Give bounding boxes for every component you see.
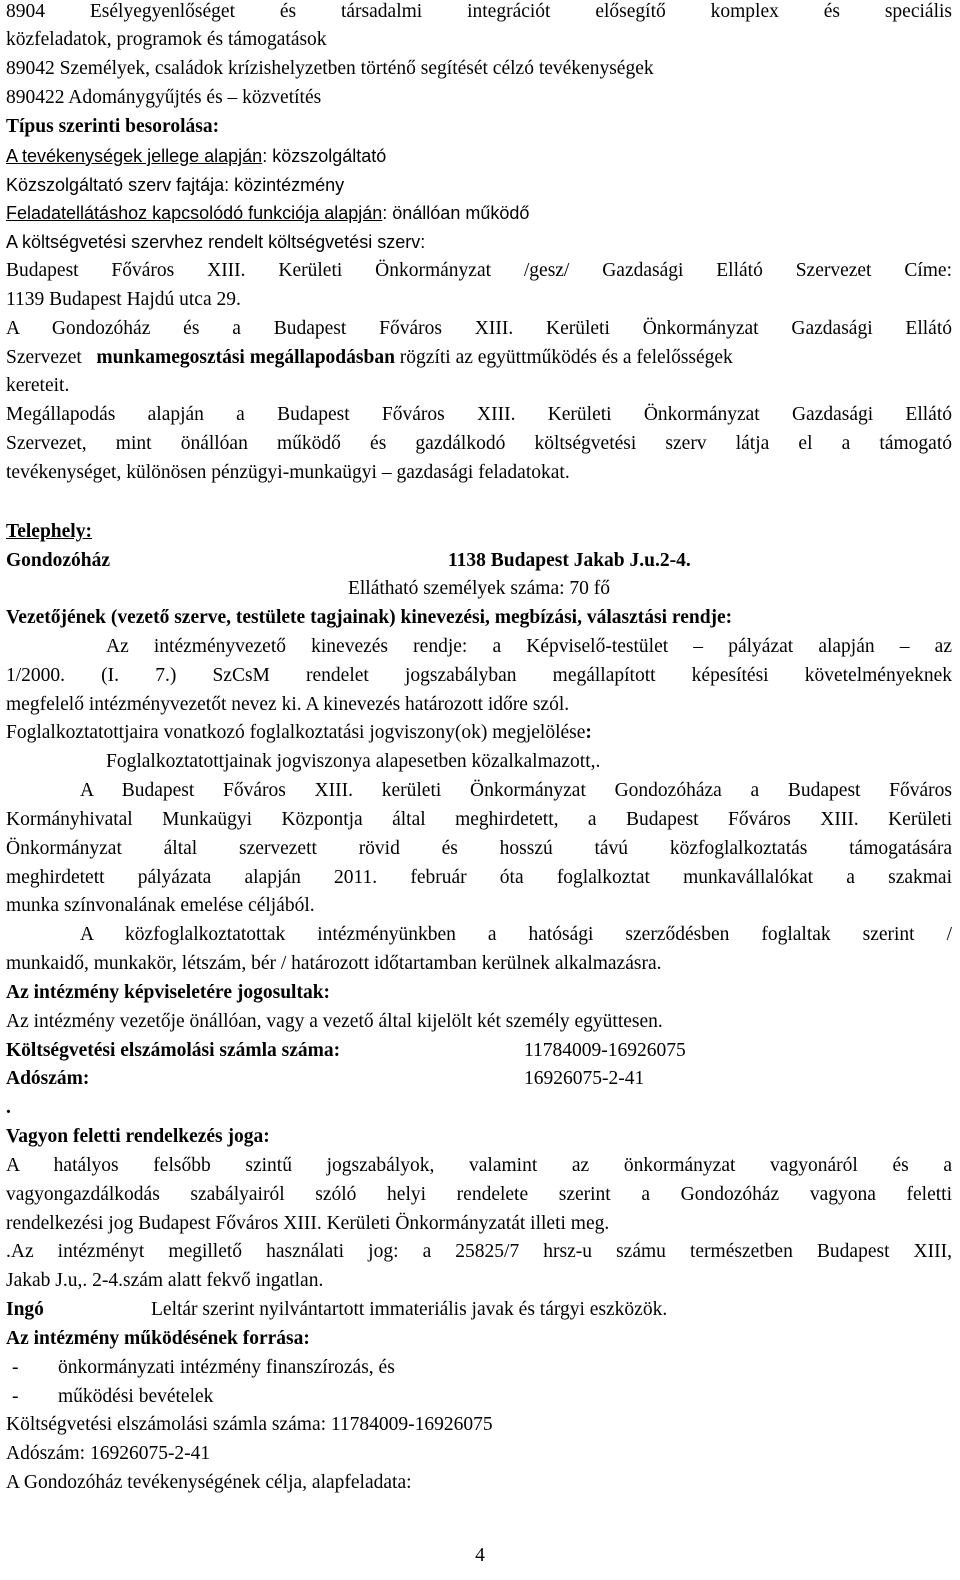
- text-line: tevékenységet, különösen pénzügyi-munkaügyi – gazdasági feladatokat.: [6, 462, 570, 483]
- text-line: 890422 Adománygyűjtés és – közvetítés: [6, 87, 322, 108]
- text-line: Megállapodás alapján a Budapest Főváros XIII. Kerületi Önkormányzat Gazdasági Ellátó: [6, 404, 952, 425]
- text-line: Feladatellátáshoz kapcsolódó funkciója alapján: önállóan működő: [6, 203, 530, 223]
- text-line: Gondozóház 1138 Budapest Jakab J.u.2-4.: [6, 550, 691, 571]
- text-line: Budapest Főváros XIII. Kerületi Önkormányzat /gesz/ Gazdasági Ellátó Szervezet Címe:: [6, 260, 952, 281]
- section-heading: Vagyon feletti rendelkezés joga:: [6, 1126, 270, 1147]
- text-line: A tevékenységek jellege alapján: közszolgáltató: [6, 146, 387, 166]
- text-line: Ingó Leltár szerint nyilvántartott immateriális javak és tárgyi eszközök.: [6, 1299, 668, 1320]
- text-line: A Gondozóház tevékenységének célja, alapfeladata:: [6, 1472, 412, 1493]
- section-heading: Telephely:: [6, 521, 92, 542]
- list-item: - önkormányzati intézmény finanszírozás, és: [12, 1357, 395, 1378]
- section-heading: Az intézmény működésének forrása:: [6, 1328, 310, 1349]
- underlined-label: A tevékenységek jellege alapján: [6, 146, 263, 166]
- text-line: 89042 Személyek, családok krízishelyzetben történő segítését célzó tevékenységek: [6, 58, 654, 79]
- bold-phrase: munkamegosztási megállapodásban: [96, 347, 395, 368]
- text-line: 1139 Budapest Hajdú utca 29.: [6, 289, 241, 310]
- section-heading: Vezetőjének (vezető szerve, testülete tagjainak) kinevezési, megbízási, választási rendje:: [6, 607, 733, 628]
- text-line: A költségvetési szervhez rendelt költségvetési szerv:: [6, 232, 426, 252]
- text-line: Jakab J.u,. 2-4.szám alatt fekvő ingatlan.: [6, 1270, 324, 1291]
- text-line: Adószám: 16926075-2-41: [6, 1068, 645, 1089]
- text-line: Foglalkoztatottjainak jogviszonya alapesetben közalkalmazott,.: [106, 751, 601, 772]
- text-line: munkaidő, munkakör, létszám, bér / határozott időtartamban kerülnek alkalmazásra.: [6, 953, 662, 974]
- text-line: Ellátható személyek száma: 70 fő: [347, 578, 611, 599]
- text-line: A Gondozóház és a Budapest Főváros XIII. Kerületi Önkormányzat Gazdasági Ellátó: [6, 318, 952, 339]
- text-line: meghirdetett pályázata alapján 2011. február óta foglalkoztat munkavállalókat a szakmai: [6, 867, 952, 888]
- text-line: Az intézmény vezetője önállóan, vagy a vezető által kijelölt két személy együttesen.: [6, 1011, 663, 1032]
- text-line: Költségvetési elszámolási számla száma: 11784009-16926075: [6, 1040, 686, 1061]
- section-heading: Az intézmény képviseletére jogosultak:: [6, 982, 331, 1003]
- text-line: közfeladatok, programok és támogatások: [6, 29, 327, 50]
- account-number: 11784009-16926075: [524, 1040, 686, 1061]
- text-line: A közfoglalkoztatottak intézményünkben a hatósági szerződésben foglaltak szerint /: [80, 924, 952, 945]
- text-line: Az intézményvezető kinevezés rendje: a Képviselő-testület – pályázat alapján – az: [106, 636, 952, 657]
- text-line: 1/2000. (I. 7.) SzCsM rendelet jogszabályban megállapított képesítési követelményeknek: [6, 665, 952, 686]
- text-line: Önkormányzat által szervezett rövid és hosszú távú közfoglalkoztatás támogatására: [6, 838, 952, 859]
- text-line: munka színvonalának emelése céljából.: [6, 895, 315, 916]
- text-line: 8904 Esélyegyenlőséget és társadalmi integrációt elősegítő komplex és speciális: [6, 1, 952, 22]
- text-line: vagyongazdálkodás szabályairól szóló helyi rendelete szerint a Gondozóház vagyona feletti: [6, 1184, 952, 1205]
- page-number: 4: [475, 1545, 485, 1566]
- text-line: Szervezet munkamegosztási megállapodásban rögzíti az együttműködés és a felelősségek: [6, 347, 733, 368]
- text-line: Közszolgáltató szerv fajtája: közintézmény: [6, 175, 345, 195]
- text-line: megfelelő intézményvezetőt nevez ki. A kinevezés határozott időre szól.: [6, 694, 570, 715]
- text-line: .Az intézményt megillető használati jog: a 25825/7 hrsz-u számu természetben Budapest XIII,: [6, 1241, 952, 1262]
- text-line: Foglalkoztatottjaira vonatkozó foglalkoztatási jogviszony(ok) megjelölése:: [6, 722, 592, 743]
- section-heading: Típus szerinti besorolása:: [6, 116, 220, 137]
- text-line: Adószám: 16926075-2-41: [6, 1443, 211, 1464]
- text-line: kereteit.: [6, 375, 70, 396]
- text-line: Költségvetési elszámolási számla száma: 11784009-16926075: [6, 1414, 493, 1435]
- text-line: Szervezet, mint önállóan működő és gazdálkodó költségvetési szerv látja el a támogató: [6, 433, 952, 454]
- underlined-label: Feladatellátáshoz kapcsolódó funkciója alapján: [6, 203, 383, 223]
- text-line: A Budapest Főváros XIII. kerületi Önkormányzat Gondozóháza a Budapest Főváros: [80, 780, 952, 801]
- text-line: rendelkezési jog Budapest Főváros XIII. Kerületi Önkormányzatát illeti meg.: [6, 1213, 610, 1234]
- text-line: A hatályos felsőbb szintű jogszabályok, valamint az önkormányzat vagyonáról és a: [6, 1155, 952, 1176]
- text-line: .: [6, 1097, 11, 1118]
- tax-number: 16926075-2-41: [524, 1068, 645, 1089]
- list-item: - működési bevételek: [12, 1386, 214, 1407]
- text-line: Kormányhivatal Munkaügyi Központja által meghirdetett, a Budapest Főváros XIII. Kerületi: [6, 809, 952, 830]
